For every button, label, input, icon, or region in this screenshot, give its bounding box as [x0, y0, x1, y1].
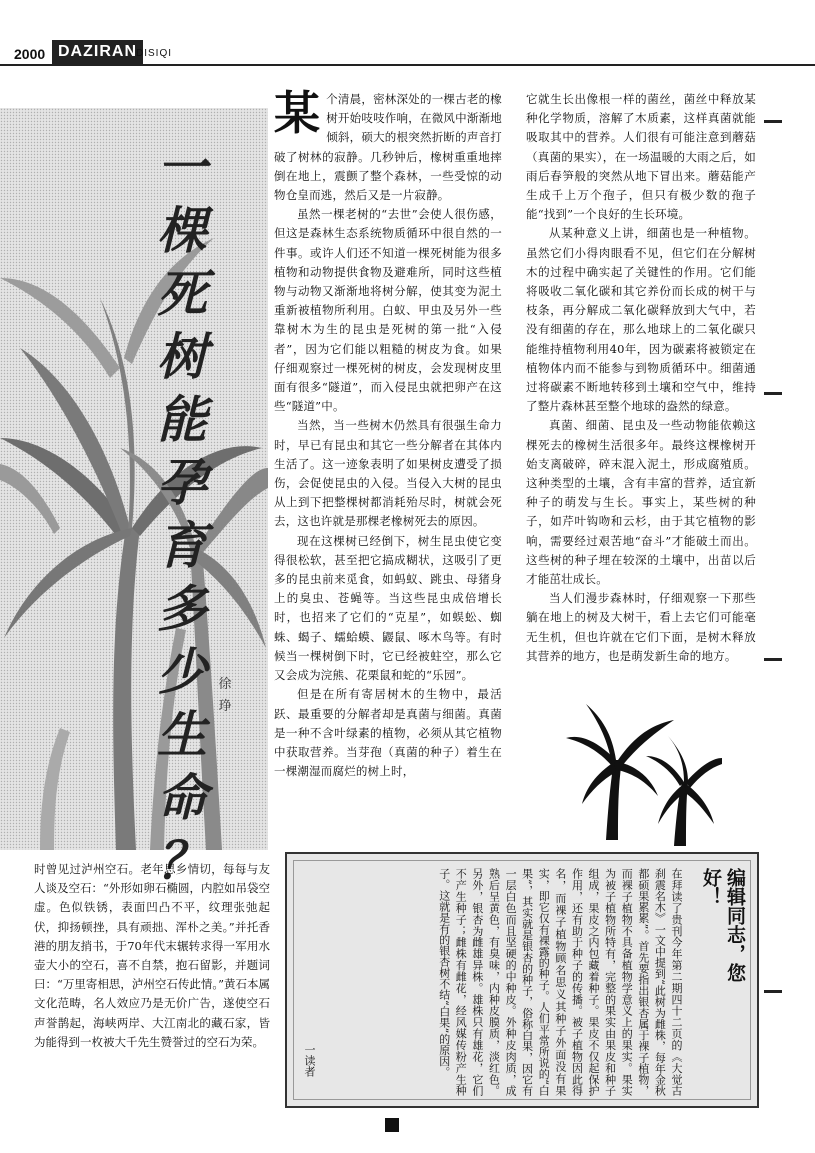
- title-char: 生: [157, 705, 207, 764]
- margin-dash: [764, 392, 782, 395]
- paragraph-text: 个清晨，密林深处的一棵古老的橡树开始吱吱作响，在微风中渐渐地倾斜，硕大的根突然折断的声音打破了树林的寂静。几秒钟后，橡树重重地摔倒在地上，震颤了整个森林，一些受惊的动物仓皇而逃，然后又是一片寂静。: [274, 92, 502, 203]
- palm-tree-illustration: [0, 108, 268, 850]
- article-column-2: [526, 90, 756, 666]
- letter-heading: 编辑同志，您好！: [700, 868, 746, 982]
- title-char: ？: [157, 831, 207, 890]
- title-char: 一: [157, 138, 207, 197]
- paragraph: 当人们漫步森林时，仔细观察一下那些躺在地上的树及大树干，看上去它们可能毫无生机，但也许就在它们下面，是树木释放其营养的地方，也是萌发新生命的地方。: [526, 591, 756, 663]
- paragraph: 但是在所有寄居树木的生物中，最活跃、最重要的分解者却是真菌与细菌。真菌是一种不含叶绿素的植物，必须从其它植物中获取营养。当芽孢（真菌的种子）着生在一棵潮湿而腐烂的树上时，: [274, 687, 502, 779]
- paragraph: 它就生长出像根一样的菌丝，菌丝中释放某种化学物质，溶解了木质素，这样真菌就能吸取其中的营养。人们很有可能注意到蘑菇（真菌的果实），在一场温暖的大雨之后，如雨后春笋般的突然从地下冒出来。蘑菇能产生成千上万个孢子，但只有极少数的孢子能“找到”一个良好的生长环境。: [526, 92, 756, 222]
- author-char: 琤: [218, 699, 232, 714]
- title-char: 棵: [157, 201, 207, 260]
- paragraph: [274, 86, 502, 205]
- small-palm-tree-icon: [566, 690, 722, 846]
- paragraph: 真菌、细菌、昆虫及一些动物能依赖这棵死去的橡树生活很多年。最终这棵橡树开始支离破碎，碎末混入泥土，形成腐殖质。这种类型的土壤，含有丰富的营养，适宜新种子的萌发与生长。事实上，某些树的种子，如芹叶钩吻和云杉，由于其它植物的影响，需要经过艰苦地“奋斗”才能破土而出。这些树的种子埋在较深的土壤中，出苗以后才能茁壮成长。: [526, 418, 756, 587]
- dropcap: 某: [274, 86, 321, 140]
- paragraph: 虽然一棵老树的“去世”会使人很伤感，但这是森林生态系统物质循环中很自然的一件事。或许人们还不知道一棵死树能为很多植物和动物提供食物及避难所，同时这些植物与动物又渐渐地将树分解，使其变为泥土重新被植物所利用。白蚁、甲虫及另外一些靠树木为生的昆虫是死树的第一批“入侵者”，因为它们能以粗糙的树皮为食。如果仔细观察过一棵死树的树皮，会发现树皮里面有很多“隧道”，而入侵昆虫就把卵产在这些“隧道”中。: [274, 207, 502, 414]
- article-author: [214, 674, 236, 718]
- letter-body: 在拜读了贵刊今年第二期四十二页的《大觉古刹震名木》一文中提到“此树为雌株，每年金秋都硕果累累”。首先要指出银杏属于裸子植物，而裸子植物不具备植物学意义上的果实。果实为被子植物所特有，完整的果实由果皮和种子组成，果皮之内包藏着种子。果皮不仅起保护作用，还有助于种子的传播。被子植物因此得名，而裸子植物顾名思义其种子外面没有果实，即它仅有裸露的种子。人们平常所说的“白果”，其实就是银杏的种子，俗称白果，因它有一层白色而且坚硬的中种皮。外种皮肉质，成熟后呈黄色，有臭味，内种皮膜质，淡红色。另外，银杏为雌雄异株。雄株只有雄花，它们不产生种子；雌株有雌花，经风媒传粉产生种子。这就是有的银杏树不结“白果”的原因。: [437, 868, 683, 1096]
- title-char: 死: [157, 264, 207, 323]
- title-char: 树: [157, 327, 207, 386]
- title-char: 命: [157, 768, 207, 827]
- article-title: [150, 136, 214, 892]
- page-header: [0, 38, 815, 74]
- end-mark: [385, 1118, 399, 1132]
- title-char: 少: [157, 642, 207, 701]
- header-rule: [0, 64, 815, 66]
- title-char: 育: [157, 516, 207, 575]
- page-number: 2000: [14, 46, 46, 62]
- margin-dash: [764, 120, 782, 123]
- author-char: 徐: [218, 677, 232, 692]
- paragraph: 现在这棵树已经倒下，树生昆虫使它变得很松软，甚至把它搞成糊状，这吸引了更多的昆虫前来觅食，如蚂蚁、跳虫、母猪身上的臭虫、苍蝇等。当这些昆虫成倍增长时，也招来了它们的“克星”，如蜈蚣、蜘蛛、蝎子、蠕蛤蟆、鼹鼠、啄木鸟等。有时候当一棵树倒下时，它已经被蛀空，那么它又会成为浣熊、花栗鼠和蛇的“乐园”。: [274, 533, 502, 683]
- title-char: 多: [157, 579, 207, 638]
- paragraph: 从某种意义上讲，细菌也是一种植物。虽然它们小得肉眼看不见，但它们在分解树木的过程中确实起了关键性的作用。它们能将吸收二氧化碳和其它养份而长成的树干与枝条，再分解成二氧化碳释放到大气中，若没有细菌的存在，那么地球上的二氧化碳只能维持植物利用40年，因为碳素将被锁定在植物体内而不能参与到物质循环中。细菌通过将碳素不断地转移到土壤和空气中，维持了整片森林甚至整个地球的盎然的绿意。: [526, 226, 756, 414]
- paragraph: 当然，当一些树木仍然具有很强生命力时，早已有昆虫和其它一些分解者在其体内生活了。这一迹象表明了如果树皮遭受了损伤，会促使昆虫的入侵。当侵入大树的昆虫从上到下把整棵树都消耗殆尽时，树就会死去，这也许就是那棵老橡树死去的原因。: [274, 418, 502, 529]
- magazine-subtitle: DISIQI: [136, 48, 173, 59]
- margin-dash: [764, 658, 782, 661]
- title-artwork: [0, 108, 268, 890]
- continued-article: 时曾见过泸州空石。老年思乡情切，每每与友人谈及空石：“外形如卵石椭圆，内腔如吊袋空虚。色似铁锈，表面凹凸不平，纹理张弛起伏，抑扬顿挫，具有顽拙、浑朴之美。”并托香港的朋友捎书，于70年代末辗转求得一军用水壶大小的空石，喜不自禁，抱石留影，并题词曰：“万里寄相思，泸州空石传此情。”黄石本属文化范畴，名人效应乃是无价广告，遂使空石声誉鹊起，海峡两岸、大江南北的藏石家，皆为能得到一枚被大千先生赞誉过的空石为荣。: [34, 862, 271, 1049]
- letter-signature: 一读者: [303, 1044, 316, 1077]
- reader-letter-box: [285, 852, 759, 1108]
- article-column-1: [274, 86, 502, 781]
- margin-dash: [764, 990, 782, 993]
- title-char: 能: [157, 390, 207, 449]
- magazine-name: DAZIRAN: [52, 40, 143, 64]
- title-char: 孕: [157, 453, 207, 512]
